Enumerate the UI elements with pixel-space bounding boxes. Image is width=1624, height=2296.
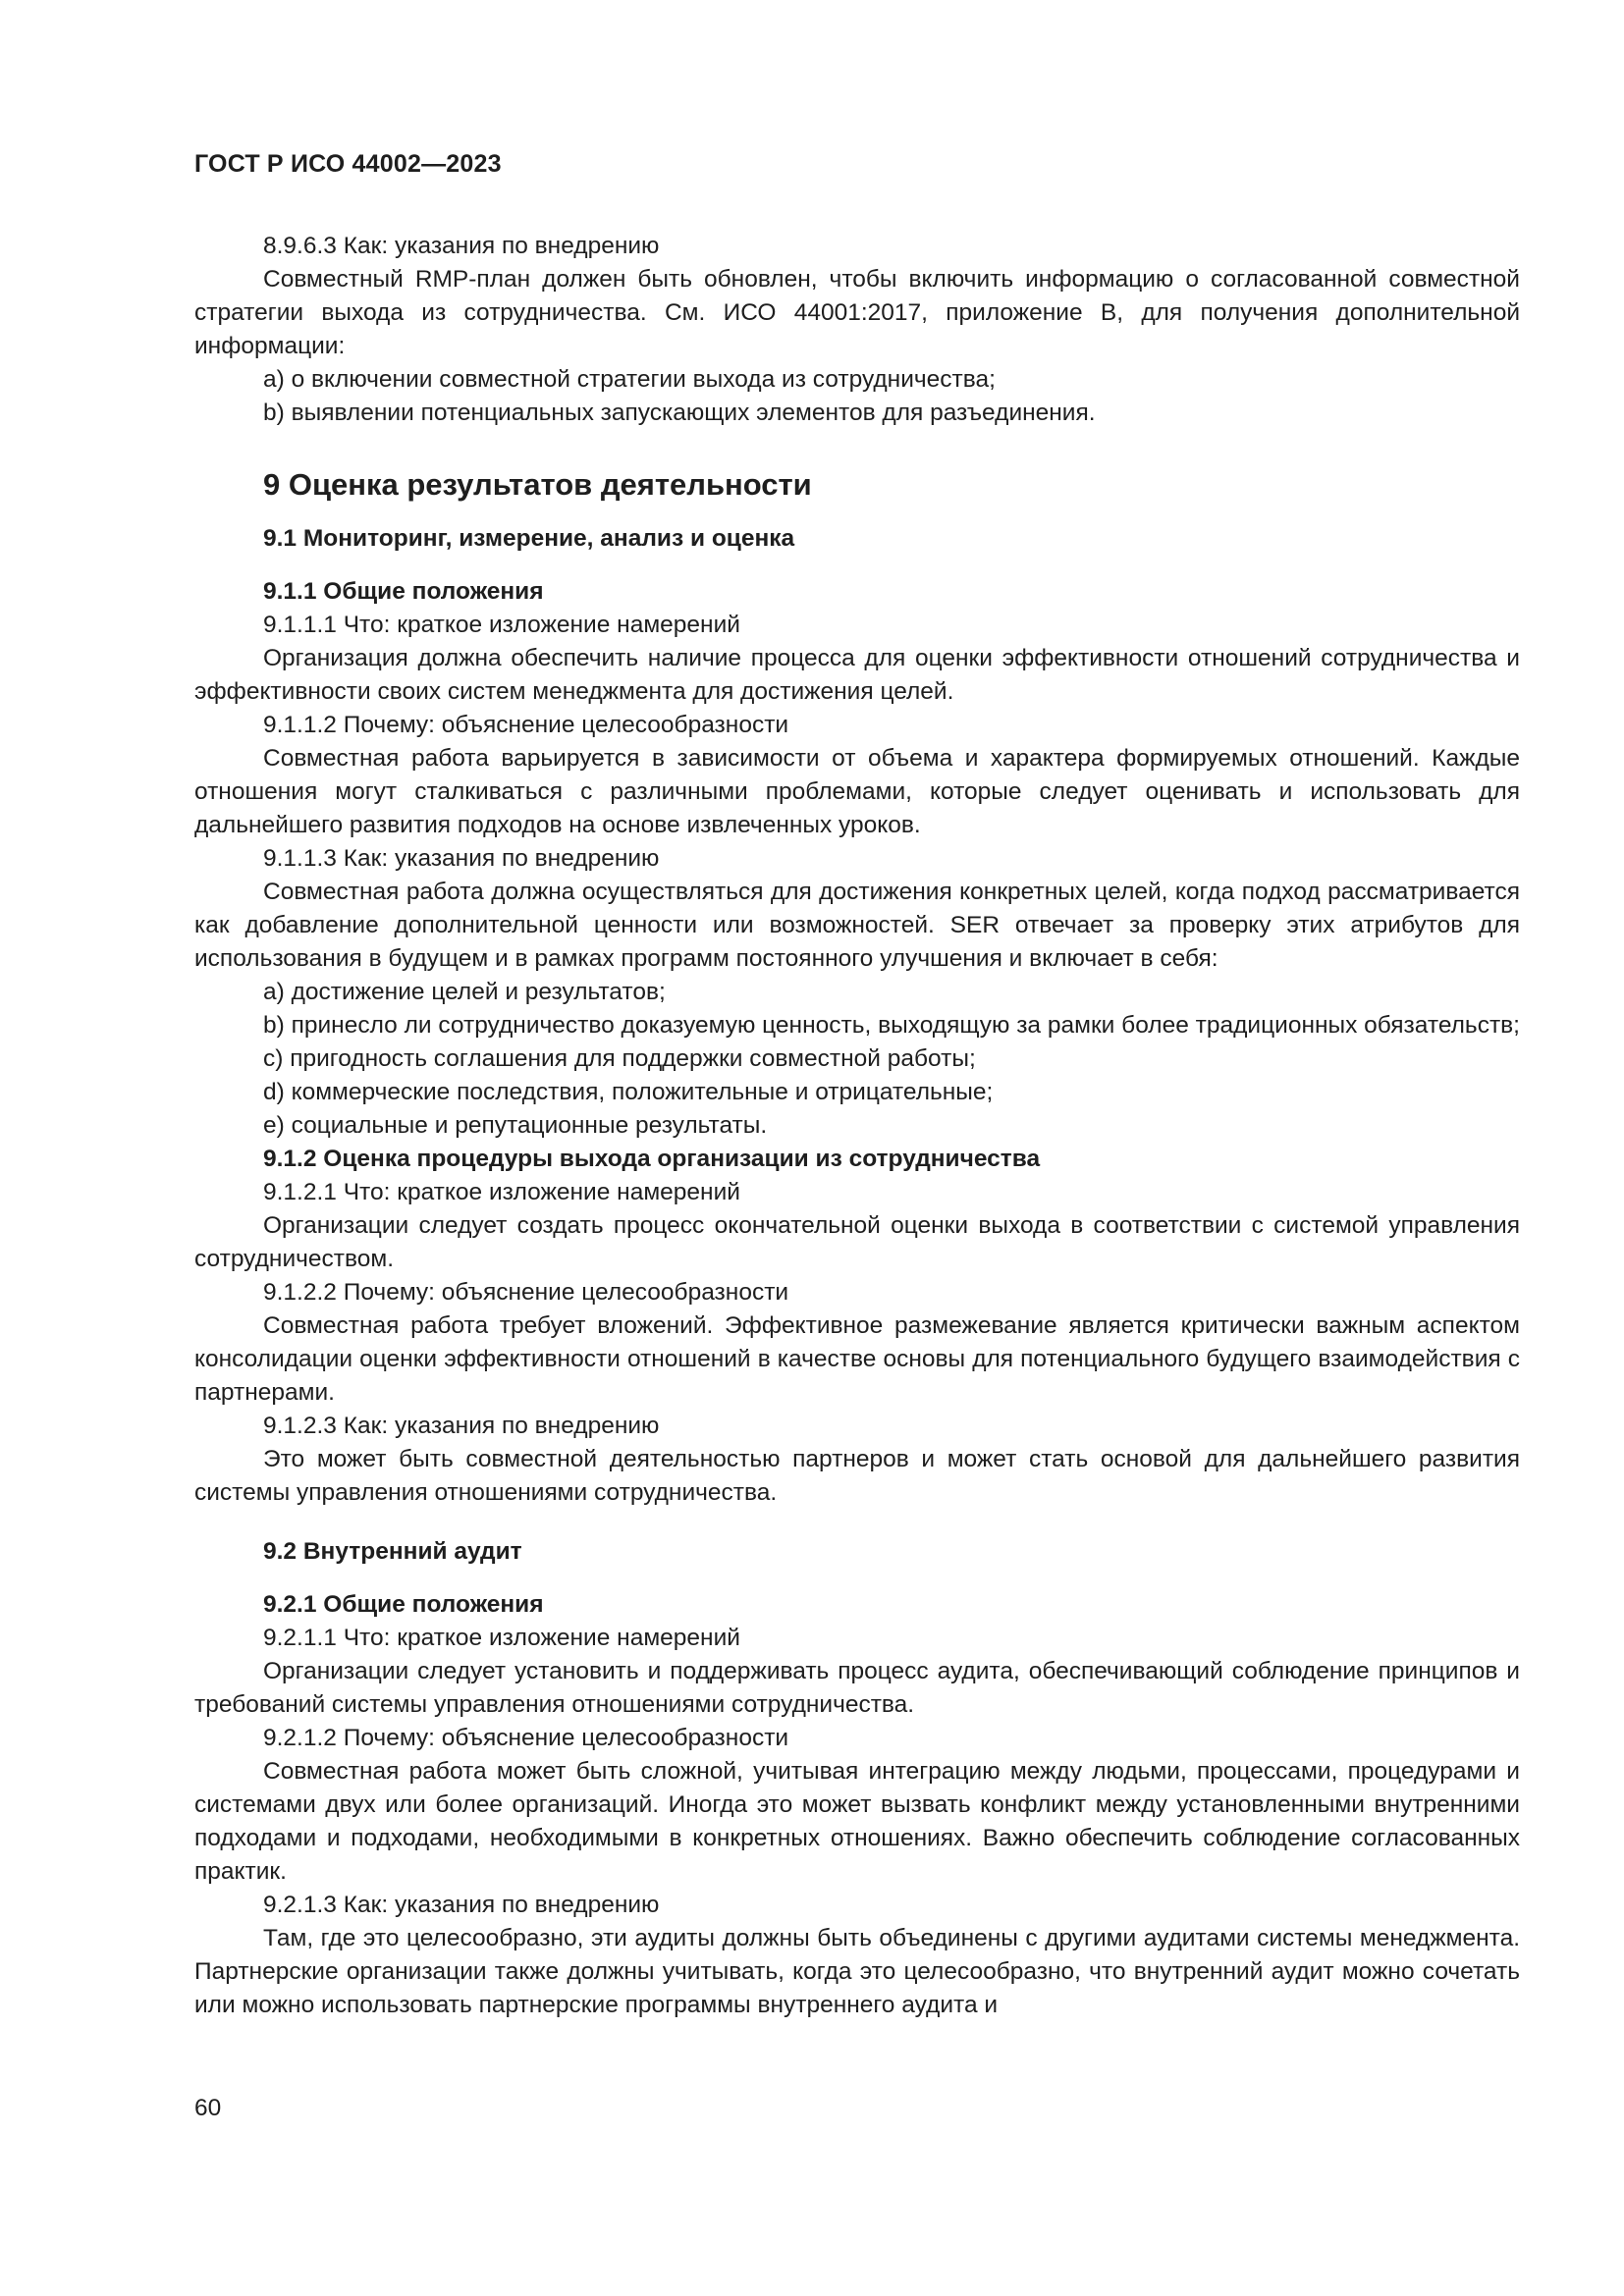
- subsection-heading: 9.1 Мониторинг, измерение, анализ и оценка: [263, 525, 795, 552]
- section-heading: 9 Оценка результатов деятельности: [263, 467, 812, 502]
- clause-heading: 9.1.1.2 Почему: объяснение целесообразности: [263, 712, 789, 738]
- list-item: a) о включении совместной стратегии выхода из сотрудничества;: [263, 366, 996, 393]
- list-item: b) выявлении потенциальных запускающих элементов для разъединения.: [263, 400, 1096, 426]
- paragraph: Совместный RMP-план должен быть обновлен, чтобы включить информацию о согласованной совместной стратегии выхода из сотрудничества. См. ИСО 44001:2017, приложение B, для получения дополнительной информации:: [194, 266, 1520, 359]
- clause-heading: 9.1.1 Общие положения: [263, 578, 544, 605]
- paragraph: Совместная работа должна осуществляться для достижения конкретных целей, когда подход рассматривается как добавление дополнительной ценности или возможностей. SER отвечает за проверку этих атрибутов для использования в будущем и в рамках программ постоянного улучшения и включает в себя:: [194, 879, 1520, 972]
- clause-heading: 9.1.1.1 Что: краткое изложение намерений: [263, 612, 740, 638]
- clause-heading: 9.1.2.3 Как: указания по внедрению: [263, 1413, 660, 1439]
- clause-heading: 9.1.2 Оценка процедуры выхода организации из сотрудничества: [263, 1146, 1041, 1172]
- clause-heading: 9.2.1.1 Что: краткое изложение намерений: [263, 1625, 740, 1651]
- paragraph: Там, где это целесообразно, эти аудиты должны быть объединены с другими аудитами системы менеджмента. Партнерские организации также должны учитывать, когда это целесообразно, что внутренний аудит можно сочетать или можно использовать партнерские программы внутреннего аудита и: [194, 1925, 1520, 2018]
- paragraph: Совместная работа может быть сложной, учитывая интеграцию между людьми, процессами, процедурами и системами двух или более организаций. Иногда это может вызвать конфликт между установленными внутренними подходами и подходами, необходимыми в конкретных отношениях. Важно обеспечить соблюдение согласованных практик.: [194, 1758, 1520, 1885]
- list-item: d) коммерческие последствия, положительные и отрицательные;: [263, 1079, 994, 1105]
- paragraph: Это может быть совместной деятельностью партнеров и может стать основой для дальнейшего развития системы управления отношениями сотрудничества.: [194, 1446, 1520, 1506]
- page-number: 60: [194, 2095, 222, 2121]
- clause-heading: 9.1.2.1 Что: краткое изложение намерений: [263, 1179, 740, 1205]
- clause-heading: 9.2.1 Общие положения: [263, 1591, 544, 1618]
- document-body: [194, 230, 1520, 2022]
- paragraph: Организации следует создать процесс окончательной оценки выхода в соответствии с системой управления сотрудничеством.: [194, 1212, 1520, 1272]
- document-code-header: ГОСТ Р ИСО 44002—2023: [194, 150, 502, 178]
- paragraph: Совместная работа требует вложений. Эффективное размежевание является критически важным аспектом консолидации оценки эффективности отношений в качестве основы для потенциального будущего взаимодействия с партнерами.: [194, 1312, 1520, 1406]
- paragraph: Организации следует установить и поддерживать процесс аудита, обеспечивающий соблюдение принципов и требований системы управления отношениями сотрудничества.: [194, 1658, 1520, 1718]
- clause-heading: 8.9.6.3 Как: указания по внедрению: [263, 233, 660, 259]
- subsection-heading: 9.2 Внутренний аудит: [263, 1538, 522, 1565]
- list-item: e) социальные и репутационные результаты.: [263, 1112, 768, 1139]
- paragraph: Совместная работа варьируется в зависимости от объема и характера формируемых отношений. Каждые отношения могут сталкиваться с различными проблемами, которые следует оценивать и использовать для дальнейшего развития подходов на основе извлеченных уроков.: [194, 745, 1520, 838]
- list-item: c) пригодность соглашения для поддержки совместной работы;: [263, 1045, 976, 1072]
- clause-heading: 9.2.1.3 Как: указания по внедрению: [263, 1892, 660, 1918]
- clause-heading: 9.1.2.2 Почему: объяснение целесообразности: [263, 1279, 789, 1306]
- paragraph: Организация должна обеспечить наличие процесса для оценки эффективности отношений сотрудничества и эффективности своих систем менеджмента для достижения целей.: [194, 645, 1520, 705]
- clause-heading: 9.2.1.2 Почему: объяснение целесообразности: [263, 1725, 789, 1751]
- list-item: b) принесло ли сотрудничество доказуемую ценность, выходящую за рамки более традиционных обязательств;: [263, 1012, 1520, 1039]
- list-item: a) достижение целей и результатов;: [263, 979, 666, 1005]
- clause-heading: 9.1.1.3 Как: указания по внедрению: [263, 845, 660, 872]
